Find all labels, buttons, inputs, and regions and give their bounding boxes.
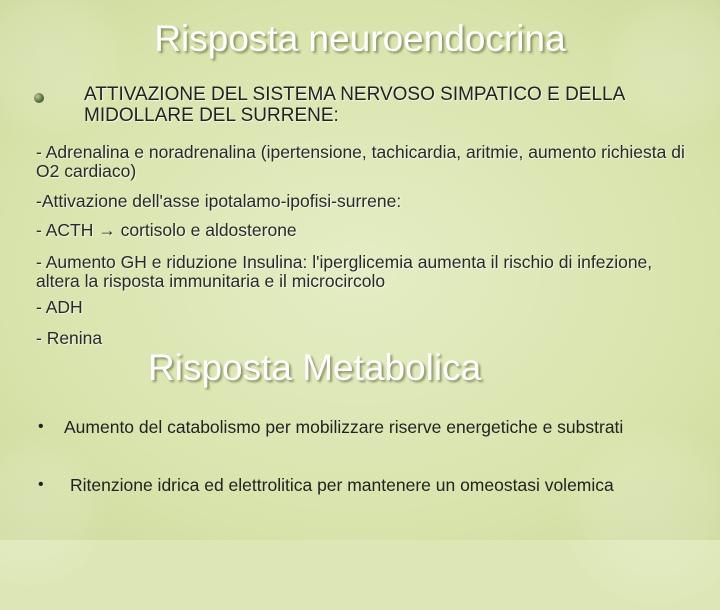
list-item: - ADH: [36, 297, 83, 317]
section-heading: ATTIVAZIONE DEL SISTEMA NERVOSO SIMPATICO E DELLA MIDOLLARE DEL SURRENE:: [84, 84, 625, 126]
list-item: Ritenzione idrica ed elettrolitica per mantenere un omeostasi volemica: [70, 475, 614, 495]
list-item: - Adrenalina e noradrenalina (ipertensione, tachicardia, aritmie, aumento richiesta di O2 cardiaco): [36, 142, 685, 181]
bullet-icon: •: [38, 476, 44, 493]
list-item: - Aumento GH e riduzione Insulina: l'iperglicemia aumenta il rischio di infezione, altera la risposta immunitaria e il microcircolo: [36, 252, 653, 291]
section-subtitle: Risposta Metabolica: [148, 347, 482, 388]
bullet-icon: •: [38, 418, 44, 435]
list-item: -Attivazione dell'asse ipotalamo-ipofisi-surrene:: [36, 191, 402, 211]
list-item: - Renina: [36, 328, 103, 348]
slide-title: Risposta neuroendocrina: [154, 18, 566, 59]
bullet-icon: [34, 93, 44, 103]
list-item: Aumento del catabolismo per mobilizzare riserve energetiche e substrati: [64, 417, 624, 437]
list-item: - ACTH → cortisolo e aldosterone: [36, 220, 297, 240]
